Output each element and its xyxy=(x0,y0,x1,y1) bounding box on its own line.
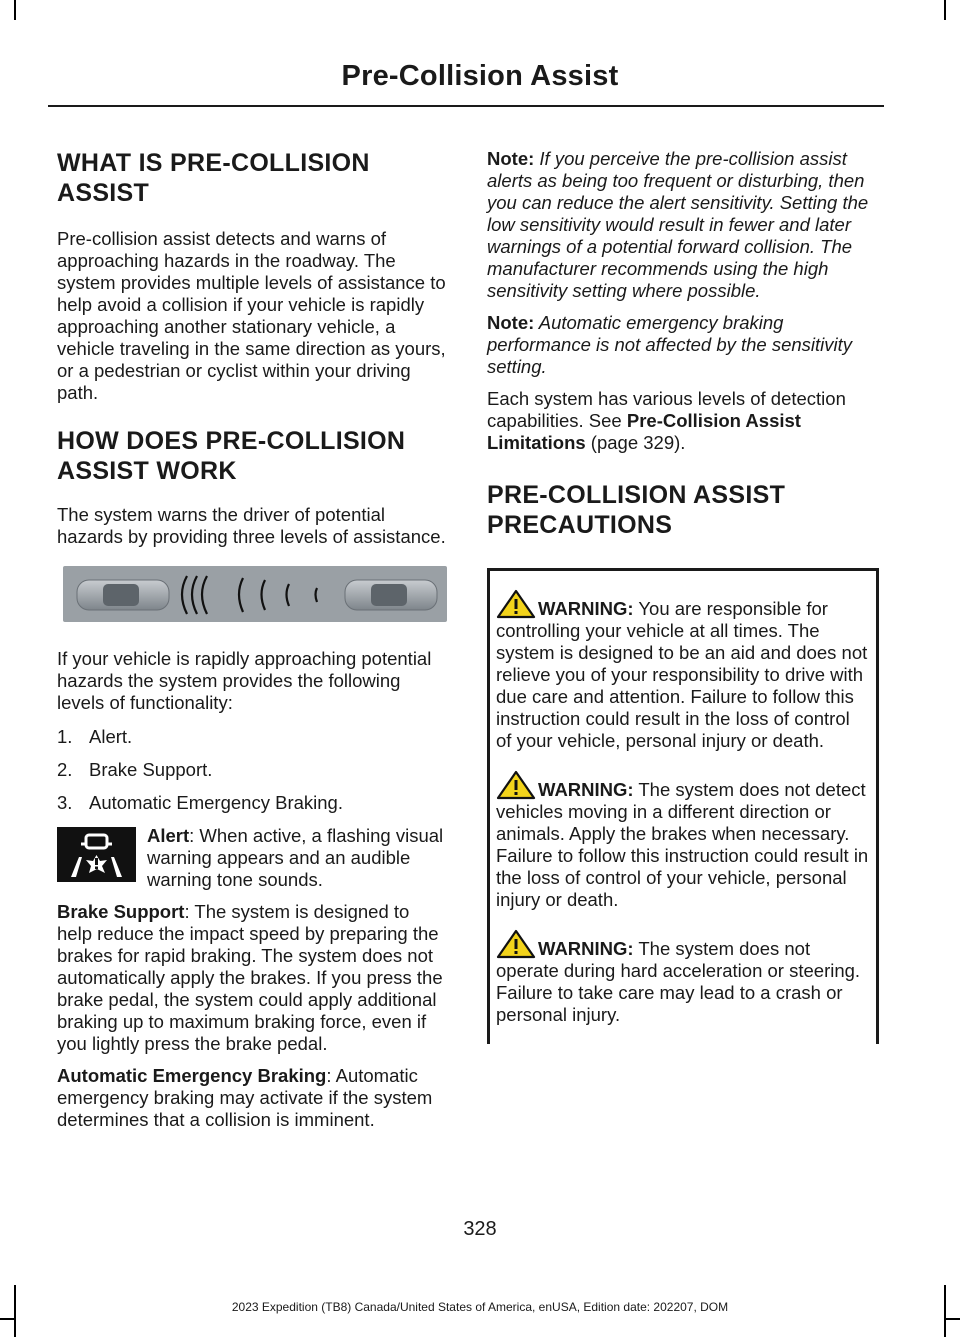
warning-item xyxy=(496,770,870,911)
left-column xyxy=(57,148,449,1131)
list-item-text: Brake Support. xyxy=(89,759,213,780)
section-heading-what-is: WHAT IS PRE-COLLISION ASSIST xyxy=(57,149,370,207)
vehicle-illustration xyxy=(63,566,447,622)
list-item-number: 3. xyxy=(57,792,73,813)
list-item-text: Automatic Emergency Braking. xyxy=(89,792,343,813)
crop-mark xyxy=(944,0,946,20)
list-item-number: 2. xyxy=(57,759,73,780)
crop-mark xyxy=(14,0,16,20)
note-aeb-performance xyxy=(487,312,879,378)
section-heading-how-works: HOW DOES PRE-COLLISION ASSIST WORK xyxy=(57,427,406,485)
warning-triangle-icon xyxy=(496,589,536,619)
right-column xyxy=(487,148,879,1044)
limitations-link[interactable]: Pre-Collision Assist Limitations xyxy=(487,410,801,453)
warning-box xyxy=(487,568,879,1044)
warning-triangle-icon xyxy=(496,770,536,800)
warning-item xyxy=(496,589,870,752)
page-header-title: Pre-Collision Assist xyxy=(341,60,619,92)
brake-support-term: Brake Support xyxy=(57,901,185,922)
list-item xyxy=(57,726,449,748)
warning-text: The system does not operate during hard acceleration or steering. Failure to take care may lead to a crash or personal injury. xyxy=(496,938,861,1025)
warning-label: WARNING: xyxy=(538,938,634,959)
section-heading-precautions: PRE-COLLISION ASSIST PRECAUTIONS xyxy=(487,481,786,539)
note-label: Note: xyxy=(487,312,535,333)
levels-list xyxy=(57,726,449,814)
warning-text: You are responsible for controlling your vehicle at all times. The system is designed to be an aid and does not relieve you of your responsibility to drive with due care and attention. Failure to follow this instruction could result in the loss of control of your vehicle, personal injury or death. xyxy=(496,598,868,751)
warning-text: The system does not detect vehicles moving in a different direction or animals. Apply the brakes when necessary. Failure to follow this instruction could result in the loss of control of your vehicle, personal injury or death. xyxy=(496,779,869,910)
edition-footer: 2023 Expedition (TB8) Canada/United States of America, enUSA, Edition date: 202207, DOM xyxy=(231,1300,729,1314)
crop-mark xyxy=(0,1318,14,1320)
pre-collision-alert-icon xyxy=(57,827,136,882)
header-divider xyxy=(48,105,884,107)
note-text: Automatic emergency braking performance is not affected by the sensitivity setting. xyxy=(487,312,853,377)
alert-term: Alert xyxy=(147,825,190,846)
warning-item xyxy=(496,929,870,1026)
how-intro-paragraph: The system warns the driver of potential hazards by providing three levels of assistance. xyxy=(57,504,446,547)
intro-paragraph: Pre-collision assist detects and warns of approaching hazards in the roadway. The system provides multiple levels of assistance to help avoid a collision if your vehicle is rapidly approaching another stationary vehicle, a vehicle traveling in the same direction as yours, or a pedestrian or cyclist within your driving path. xyxy=(57,228,446,403)
aeb-paragraph xyxy=(57,1065,449,1131)
list-item xyxy=(57,792,449,814)
levels-intro-paragraph: If your vehicle is rapidly approaching potential hazards the system provides the following levels of functionality: xyxy=(57,648,432,713)
brake-support-text: : The system is designed to help reduce the impact speed by preparing the brakes for rapid braking. The system does not automatically apply the brakes. If you press the brake pedal, the system could apply additional braking up to maximum braking force, even if you lightly press the brake pedal. xyxy=(57,901,443,1054)
list-item xyxy=(57,759,449,781)
note-text: If you perceive the pre-collision assist alerts as being too frequent or disturbing, then you can reduce the alert sensitivity. Setting the low sensitivity would result in fewer and later warnings of a potential forward collision. The manufacturer recommends using the high sensitivity setting where possible. xyxy=(487,148,869,301)
warning-triangle-icon xyxy=(496,929,536,959)
warning-label: WARNING: xyxy=(538,598,634,619)
list-item-text: Alert. xyxy=(89,726,133,747)
crop-mark xyxy=(946,1318,960,1320)
page-number: 328 xyxy=(463,1218,497,1240)
aeb-term: Automatic Emergency Braking xyxy=(57,1065,327,1086)
warning-label: WARNING: xyxy=(538,779,634,800)
note-label: Note: xyxy=(487,148,535,169)
alert-paragraph xyxy=(147,825,449,891)
page-reference: (page 329). xyxy=(585,432,686,453)
note-sensitivity xyxy=(487,148,879,302)
list-item-number: 1. xyxy=(57,726,73,747)
detection-text: Each system has various levels of detection capabilities. See xyxy=(487,388,846,431)
detection-paragraph xyxy=(487,388,879,454)
alert-description xyxy=(57,825,449,891)
aeb-text: : Automatic emergency braking may activate if the system determines that a collision is imminent. xyxy=(57,1065,433,1130)
alert-text: : When active, a flashing visual warning appears and an audible warning tone sounds. xyxy=(147,825,444,890)
brake-support-paragraph xyxy=(57,901,449,1055)
